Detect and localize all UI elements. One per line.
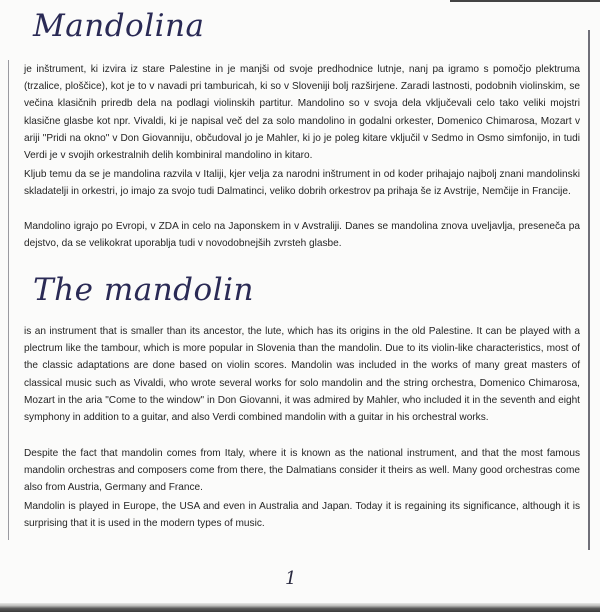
page-left-edge (8, 60, 9, 540)
page-number: 1 (285, 568, 297, 589)
page-top-edge (450, 0, 600, 2)
slovenian-title: Mandolina (33, 8, 205, 44)
english-paragraph: Despite the fact that mandolin comes from Italy, where it is known as the national instrument, and that the most famous mandolin orchestras and composers come from there, the Dalmatians consider it theirs as well. Many good orchestras come also from Austria, Germany and France. (24, 448, 580, 494)
page-bottom-edge (0, 603, 600, 612)
slovenian-paragraph: Kljub temu da se je mandolina razvila v Italiji, kjer velja za narodni inštrument in od koder prihajajo najbolj znani mandolinski skladatelji in orkestri, jo imajo za svojo tudi Dalmatinci, veliko dobrih orkestrov pa prihaja še iz Avstrije, Nemčije in Francije. (24, 169, 580, 198)
english-paragraph: Mandolin is played in Europe, the USA and even in Australia and Japan. Today it is regaining its significance, although it is surprising that it is used in the modern types of music. (24, 501, 580, 530)
page-right-edge (588, 30, 590, 550)
english-title: The mandolin (33, 272, 254, 308)
slovenian-paragraph: Mandolino igrajo po Evropi, v ZDA in celo na Japonskem in v Avstraliji. Danes se mandolina znova uveljavlja, preseneča pa dejstvo, da se velikokrat uporablja tudi v novodobnejših zvrsteh glasbe. (24, 221, 580, 250)
english-paragraph: is an instrument that is smaller than its ancestor, the lute, which has its origins in the old Palestine. It can be played with a plectrum like the tambour, which is more popular in Slovenia than the mandolin. Due to its violin-like characteristics, most of the classic adaptations are done based on violin scores. Mandolin was included in the works of many great masters of classical music such as Vivaldi, who wrote several works for solo mandolin and the string orchestra, Domenico Chimarosa, Mozart in the aria "Come to the window" in Don Giovanni, it was admired by Mahler, who included it in the seventh and eight symphony in addition to a guitar, and also Verdi combined mandolin with a guitar in his orchestral works. (24, 326, 580, 424)
slovenian-paragraph: je inštrument, ki izvira iz stare Palestine in je manjši od svoje predhodnice lutnje, nanj pa igramo s pomočjo plektruma (trzalice, ploščice), kot je to v navadi pri tamburicah, ki so v Sloveniji bolj razširjene. Zaradi lastnosti, podobnih violinskim, se večina klasičnih priredb dela na podlagi violinskih partitur. Mandolino so v svoja dela vključevali celo tako veliki mojstri klasične glasbe kot npr. Vivaldi, ki je napisal več del za solo mandolino in godalni orkester, Domenico Chimarosa, Mozart v ariji "Pridi na okno" v Don Giovanniju, občudoval jo je Mahler, ki jo je poleg kitare vključil v Sedmo in Osmo simfonijo, in tudi Verdi je v svojih orkestralnih delih kombiniral mandolino in kitaro. (24, 64, 580, 162)
